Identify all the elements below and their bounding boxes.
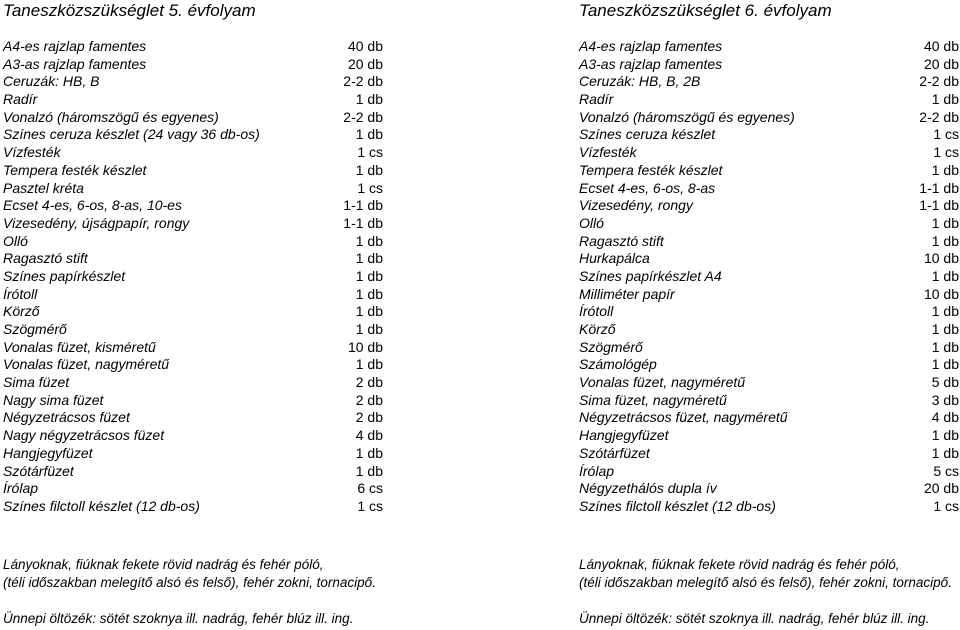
supply-item	[3, 339, 383, 357]
supply-item-name: Vízfesték	[3, 144, 61, 161]
supply-item-name: A3-as rajzlap famentes	[579, 55, 723, 72]
supply-item-quantity: 10 db	[347, 338, 383, 355]
supply-item-quantity: 20 db	[923, 55, 959, 72]
supply-item	[579, 303, 959, 321]
supply-item-quantity: 1 db	[355, 232, 383, 249]
supply-item	[3, 250, 383, 268]
grade6-festive-note: Ünnepi öltözék: sötét szoknya ill. nadrág, fehér blúz ill. ing.	[579, 611, 930, 626]
supply-item-name: Hangjegyfüzet	[579, 427, 669, 444]
supply-item-name: Szögmérő	[579, 338, 643, 355]
supply-item	[579, 162, 959, 180]
supply-item	[579, 427, 959, 445]
supply-item-name: Hurkapálca	[579, 250, 650, 267]
supply-item-quantity: 20 db	[923, 480, 959, 497]
clothing-line-1: Lányoknak, fiúknak fekete rövid nadrág és fehér póló,	[579, 557, 900, 572]
supply-item	[3, 215, 383, 233]
supply-item-quantity: 1 db	[355, 161, 383, 178]
supply-item	[579, 250, 959, 268]
supply-item-quantity: 1 cs	[933, 126, 959, 143]
supply-item	[579, 56, 959, 74]
supply-item	[3, 109, 383, 127]
supply-item	[3, 392, 383, 410]
supply-item-quantity: 5 cs	[933, 462, 959, 479]
supply-item	[579, 480, 959, 498]
supply-item-name: Színes ceruza készlet	[579, 126, 716, 143]
supply-item	[3, 374, 383, 392]
supply-item-name: Radír	[3, 91, 38, 108]
grade5-festive-note: Ünnepi öltözék: sötét szoknya ill. nadrág, fehér blúz ill. ing.	[3, 611, 354, 626]
supply-item	[3, 445, 383, 463]
supply-item	[3, 409, 383, 427]
supply-item-name: Színes filctoll készlet (12 db-os)	[579, 497, 776, 514]
supply-item	[3, 73, 383, 91]
supply-item	[3, 144, 383, 162]
supply-item	[3, 180, 383, 198]
supply-item-name: Vonalas füzet, nagyméretű	[3, 356, 170, 373]
supply-item-quantity: 20 db	[347, 55, 383, 72]
clothing-line-2: (téli időszakban melegítő alsó és felső), fehér zokni, tornacipő.	[579, 575, 952, 590]
supply-item	[579, 73, 959, 91]
supply-item-name: Vonalas füzet, nagyméretű	[579, 374, 746, 391]
supply-item-name: Ragasztó stift	[3, 250, 88, 267]
grade6-column	[579, 0, 959, 626]
supply-item	[579, 286, 959, 304]
supply-item	[3, 463, 383, 481]
supply-item-quantity: 1 cs	[357, 497, 383, 514]
supply-item	[579, 339, 959, 357]
supply-item-name: Írótoll	[579, 303, 614, 320]
supply-item-name: Négyzetrácsos füzet, nagyméretű	[579, 409, 788, 426]
supply-item-quantity: 1 db	[355, 126, 383, 143]
supply-item-quantity: 1 db	[931, 267, 959, 284]
supply-item-name: Négyzethálós dupla ív	[579, 480, 717, 497]
supply-item-name: Írótoll	[3, 285, 38, 302]
supply-item	[579, 463, 959, 481]
supply-item	[579, 197, 959, 215]
supply-item-quantity: 4 db	[931, 409, 959, 426]
supply-item-name: Radír	[579, 91, 614, 108]
supply-item-quantity: 1 db	[355, 444, 383, 461]
supply-item	[3, 233, 383, 251]
grade5-column	[3, 0, 383, 626]
supply-item-quantity: 2-2 db	[343, 73, 383, 90]
supply-item-quantity: 6 cs	[357, 480, 383, 497]
supply-item	[3, 356, 383, 374]
supply-item-quantity: 1-1 db	[919, 179, 959, 196]
supply-item	[579, 445, 959, 463]
supply-item	[3, 38, 383, 56]
supply-item	[579, 374, 959, 392]
grade5-clothing-note	[3, 556, 383, 592]
supply-item-quantity: 10 db	[923, 250, 959, 267]
supply-item	[579, 409, 959, 427]
supply-item-name: Színes papírkészlet	[3, 267, 126, 284]
supply-item-name: Színes papírkészlet A4	[579, 267, 722, 284]
supply-item-quantity: 1 cs	[357, 179, 383, 196]
supply-item-quantity: 40 db	[347, 38, 383, 54]
supply-item-quantity: 1 db	[931, 427, 959, 444]
clothing-line-2: (téli időszakban melegítő alsó és felső), fehér zokni, tornacipő.	[3, 575, 376, 590]
supply-item-quantity: 1 db	[355, 462, 383, 479]
supply-item	[579, 392, 959, 410]
supply-item-name: A4-es rajzlap famentes	[579, 38, 723, 54]
supply-item-quantity: 40 db	[923, 38, 959, 54]
supply-item-name: Szótárfüzet	[579, 444, 650, 461]
clothing-line-1: Lányoknak, fiúknak fekete rövid nadrág és fehér póló,	[3, 557, 324, 572]
supply-item	[579, 498, 959, 516]
supply-item	[3, 162, 383, 180]
supply-item-name: Vonalzó (háromszögű és egyenes)	[3, 108, 219, 125]
supply-item-quantity: 1 db	[355, 321, 383, 337]
supply-item-name: A3-as rajzlap famentes	[3, 55, 147, 72]
supply-item	[579, 91, 959, 109]
supply-item-quantity: 1 db	[931, 444, 959, 461]
supply-item-name: Ecset 4-es, 6-os, 8-as, 10-es	[3, 197, 182, 214]
supply-item-quantity: 1 db	[355, 250, 383, 267]
supply-item-name: A4-es rajzlap famentes	[3, 38, 147, 54]
supply-item-name: Ceruzák: HB, B, 2B	[579, 73, 701, 90]
supply-item-name: Ceruzák: HB, B	[3, 73, 100, 90]
supply-item-quantity: 2 db	[355, 374, 383, 391]
supply-item-name: Nagy sima füzet	[3, 391, 104, 408]
supply-item-quantity: 1 db	[355, 91, 383, 108]
supply-item	[579, 215, 959, 233]
supply-item	[579, 268, 959, 286]
grade5-supply-list	[3, 38, 383, 516]
supply-item-name: Szögmérő	[3, 321, 67, 337]
supply-item-quantity: 2-2 db	[343, 108, 383, 125]
supply-item-name: Hangjegyfüzet	[3, 444, 93, 461]
grade6-title: Taneszközszükséglet 6. évfolyam	[579, 1, 832, 20]
supply-item	[579, 233, 959, 251]
supply-item-quantity: 1 db	[931, 356, 959, 373]
grade6-clothing-note	[579, 556, 959, 592]
supply-item	[579, 356, 959, 374]
supply-item-quantity: 1 cs	[357, 144, 383, 161]
supply-item	[3, 480, 383, 498]
supply-item-name: Vizesedény, rongy	[579, 197, 693, 214]
supply-item-name: Körző	[3, 303, 40, 320]
supply-item-name: Színes filctoll készlet (12 db-os)	[3, 497, 200, 514]
supply-item	[3, 321, 383, 339]
supply-item	[3, 303, 383, 321]
supply-item-quantity: 5 db	[931, 374, 959, 391]
supply-item-name: Négyzetrácsos füzet	[3, 409, 130, 426]
supply-item-quantity: 1 db	[931, 303, 959, 320]
supply-item-quantity: 3 db	[931, 391, 959, 408]
supply-item-quantity: 1 cs	[933, 144, 959, 161]
supply-item-name: Milliméter papír	[579, 285, 675, 302]
supply-item-name: Szótárfüzet	[3, 462, 74, 479]
supply-item-quantity: 2 db	[355, 391, 383, 408]
supply-item-quantity: 2-2 db	[919, 73, 959, 90]
supply-item	[579, 180, 959, 198]
supply-item	[3, 56, 383, 74]
supply-item-quantity: 10 db	[923, 285, 959, 302]
supply-item-name: Sima füzet, nagyméretű	[579, 391, 727, 408]
supply-item-quantity: 4 db	[355, 427, 383, 444]
supply-item-name: Olló	[579, 214, 604, 231]
supply-item-name: Vízfesték	[579, 144, 637, 161]
supply-item-quantity: 1-1 db	[343, 214, 383, 231]
supply-item-name: Körző	[579, 321, 616, 337]
supply-item-name: Pasztel kréta	[3, 179, 84, 196]
supply-item-quantity: 1 cs	[933, 497, 959, 514]
supply-item-name: Sima füzet	[3, 374, 70, 391]
supply-item-name: Vonalzó (háromszögű és egyenes)	[579, 108, 795, 125]
supply-item-name: Ragasztó stift	[579, 232, 664, 249]
supply-item-name: Tempera festék készlet	[579, 161, 723, 178]
supply-item	[579, 144, 959, 162]
supply-item	[3, 268, 383, 286]
supply-item-name: Ecset 4-es, 6-os, 8-as	[579, 179, 716, 196]
supply-item-quantity: 2-2 db	[919, 108, 959, 125]
supply-item-quantity: 1 db	[931, 338, 959, 355]
supply-item	[3, 91, 383, 109]
supply-item-name: Tempera festék készlet	[3, 161, 147, 178]
supply-item-name: Olló	[3, 232, 28, 249]
supply-item-quantity: 1 db	[931, 91, 959, 108]
supply-item-quantity: 1-1 db	[343, 197, 383, 214]
grade5-title: Taneszközszükséglet 5. évfolyam	[3, 1, 256, 20]
supply-item	[579, 321, 959, 339]
supply-item	[579, 126, 959, 144]
supply-item-quantity: 1 db	[931, 214, 959, 231]
grade6-supply-list	[579, 38, 959, 516]
supply-item-name: Vonalas füzet, kisméretű	[3, 338, 156, 355]
supply-item-name: Nagy négyzetrácsos füzet	[3, 427, 165, 444]
supply-item-quantity: 1 db	[355, 267, 383, 284]
supply-item-quantity: 1 db	[931, 161, 959, 178]
supply-item-quantity: 1 db	[355, 303, 383, 320]
supply-item	[3, 427, 383, 445]
supply-item-name: Írólap	[3, 480, 39, 497]
supply-item-name: Vizesedény, újságpapír, rongy	[3, 214, 190, 231]
supply-item	[579, 109, 959, 127]
supply-item-name: Írólap	[579, 462, 615, 479]
supply-item-quantity: 1 db	[355, 356, 383, 373]
supply-item	[3, 126, 383, 144]
supply-item-name: Számológép	[579, 356, 657, 373]
supply-item	[3, 197, 383, 215]
supply-item-name: Színes ceruza készlet (24 vagy 36 db-os)	[3, 126, 260, 143]
supply-item-quantity: 1 db	[355, 285, 383, 302]
supply-item-quantity: 1-1 db	[919, 197, 959, 214]
supply-item	[579, 38, 959, 56]
supply-item-quantity: 2 db	[355, 409, 383, 426]
supply-item	[3, 286, 383, 304]
supply-item	[3, 498, 383, 516]
supply-item-quantity: 1 db	[931, 232, 959, 249]
supply-item-quantity: 1 db	[931, 321, 959, 337]
